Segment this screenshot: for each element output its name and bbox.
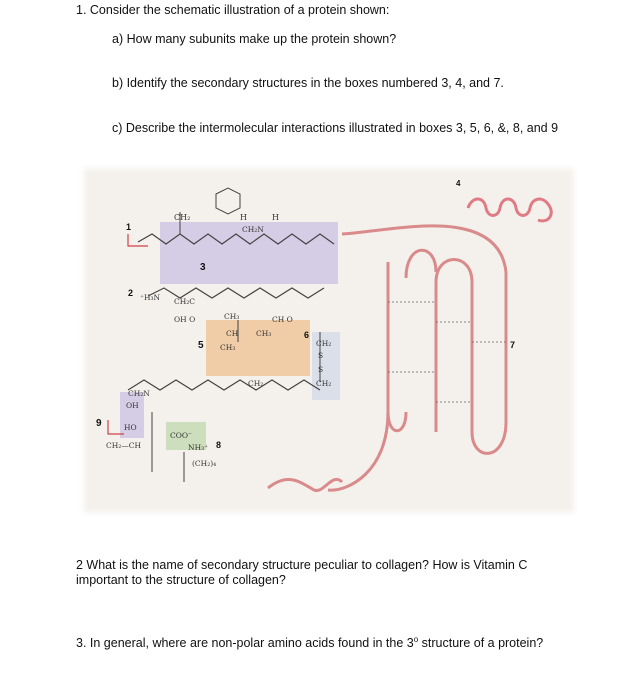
question-1c: c) Describe the intermolecular interactions illustrated in boxes 3, 5, 6, &, 8, and 9 [112,121,559,135]
chem-h-top1: H [240,213,247,222]
backbone-chain-3 [128,380,320,390]
chem-ch2n: CH₂N [242,225,264,234]
alpha-helix-4 [468,199,551,221]
bracket-line-1 [128,234,148,246]
question-1a: a) How many subunits make up the protein shown? [112,32,397,46]
beta-strand-a [388,262,406,431]
chem-oho: OH O [174,315,196,324]
chem-h3n: ⁺H₃N [140,293,161,302]
chem-ch: CH [226,329,239,338]
beta-loop-bot [472,422,506,453]
chem-ch2n2: CH₂N [128,389,150,398]
chem-coo: COO⁻ [170,431,192,440]
protein-diagram [88,172,570,509]
hydrogen-bonds [388,302,506,402]
chem-cho: CH O [272,315,293,324]
chem-ch2-4: (CH₂)₄ [192,459,217,468]
protein-schematic-figure [88,172,570,509]
degree-superscript: o [413,635,419,644]
chem-ch2s: CH₂ [316,339,332,348]
question-2: 2 What is the name of secondary structure peculiar to collagen? How is Vitamin C important to the structure of collagen? [76,558,528,587]
question-3-text-end: structure of a protein? [418,636,544,651]
chem-ch3b: CH₃ [256,329,272,338]
chem-nh3: NH₃⁺ [188,443,209,452]
box-label-6: 6 [304,330,310,340]
chem-s2: S [318,365,324,374]
chem-oh: OH [126,401,139,410]
question-1b: b) Identify the secondary structures in the boxes numbered 3, 4, and 7. [112,76,504,90]
box-label-4: 4 [456,179,461,188]
box-label-8: 8 [216,440,222,450]
beta-loop-mid [406,250,436,278]
question-3-text: 3. In general, where are non-polar amino acids found in the 3 [76,636,414,651]
chem-ho: HO [124,423,137,432]
chem-h-top2: H [272,213,279,222]
question-3 [76,632,543,651]
question-1: 1. Consider the schematic illustration of a protein shown: [76,3,390,17]
beta-loop-top [436,260,472,283]
chem-ch2-mid: CH₂ [248,379,264,388]
chem-ch2c: CH₂C [174,297,196,306]
box-label-1: 1 [126,222,132,232]
box-label-3: 3 [200,262,206,273]
chem-ch2s2: CH₂ [316,379,332,388]
box-label-2: 2 [128,288,134,298]
chem-s1: S [318,351,324,360]
benzene-ring [216,188,240,214]
box-label-5: 5 [198,340,204,351]
box-label-7: 7 [510,340,516,350]
chem-ch2ch: CH₂—CH [106,441,142,450]
chem-ch3c: CH₃ [220,343,236,352]
chem-ch3: CH₃ [224,312,240,321]
chem-ch2-top: CH₂ [174,213,191,222]
box-label-9: 9 [96,418,102,429]
